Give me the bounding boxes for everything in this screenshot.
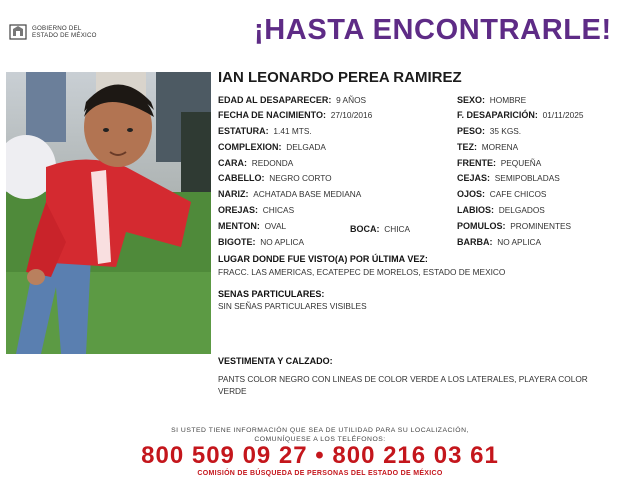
phone-numbers bbox=[0, 442, 640, 470]
missing-person-photo bbox=[6, 72, 211, 354]
logo-line1: GOBIERNO DEL bbox=[32, 25, 82, 32]
logo-line2: ESTADO DE MÉXICO bbox=[32, 32, 97, 39]
field-pomulos: POMULOS: PROMINENTES bbox=[457, 221, 572, 231]
vestimenta-title: VESTIMENTA Y CALZADO: bbox=[218, 356, 333, 366]
field-bigote: BIGOTE: NO APLICA bbox=[218, 237, 305, 247]
field-labios: LABIOS: DELGADOS bbox=[457, 205, 545, 215]
field-barba: BARBA: NO APLICA bbox=[457, 237, 542, 247]
field-nariz: NARIZ: ACHATADA BASE MEDIANA bbox=[218, 189, 362, 199]
field-menton: MENTON: OVAL bbox=[218, 221, 287, 231]
field-sexo: SEXO: HOMBRE bbox=[457, 95, 527, 105]
field-frente: FRENTE: PEQUEÑA bbox=[457, 158, 542, 168]
field-complexion: COMPLEXION: DELGADA bbox=[218, 142, 326, 152]
coat-of-arms-icon bbox=[8, 22, 28, 42]
lugar-title: LUGAR DONDE FUE VISTO(A) POR ÚLTIMA VEZ: bbox=[218, 254, 428, 264]
senas-title: SENAS PARTICULARES: bbox=[218, 289, 325, 299]
field-peso: PESO: 35 KGS. bbox=[457, 126, 522, 136]
phone-separator: • bbox=[315, 442, 325, 469]
senas-text: SIN SEÑAS PARTICULARES VISIBLES bbox=[218, 301, 367, 311]
field-orejas: OREJAS: CHICAS bbox=[218, 205, 295, 215]
person-name: IAN LEONARDO PEREA RAMIREZ bbox=[218, 69, 462, 86]
vestimenta-text: PANTS COLOR NEGRO CON LINEAS DE COLOR VERDE A LOS LATERALES, PLAYERA COLOR VERDE bbox=[218, 374, 588, 396]
lugar-text: FRACC. LAS AMERICAS, ECATEPEC DE MORELOS, ESTADO DE MEXICO bbox=[218, 267, 506, 277]
field-nacimiento: FECHA DE NACIMIENTO: 27/10/2016 bbox=[218, 110, 373, 120]
agency-name: COMISIÓN DE BÚSQUEDA DE PERSONAS DEL ESTADO DE MÉXICO bbox=[197, 470, 443, 477]
phone-2: 800 216 03 61 bbox=[332, 442, 499, 469]
field-cara: CARA: REDONDA bbox=[218, 158, 294, 168]
contact-note-line2: COMUNÍQUESE A LOS TELÉFONOS: bbox=[254, 436, 386, 443]
field-estatura: ESTATURA: 1.41 MTS. bbox=[218, 126, 312, 136]
field-cabello: CABELLO: NEGRO CORTO bbox=[218, 173, 332, 183]
field-tez: TEZ: MORENA bbox=[457, 142, 519, 152]
field-ojos: OJOS: CAFE CHICOS bbox=[457, 189, 547, 199]
government-logo bbox=[8, 22, 97, 42]
phone-1: 800 509 09 27 bbox=[141, 442, 308, 469]
field-edad: EDAD AL DESAPARECER: 9 AÑOS bbox=[218, 95, 367, 105]
field-desaparicion: F. DESAPARICIÓN: 01/11/2025 bbox=[457, 110, 584, 120]
headline: ¡HASTA ENCONTRARLE! bbox=[254, 14, 612, 46]
field-boca: BOCA: CHICA bbox=[350, 224, 411, 234]
contact-note-line1: SI USTED TIENE INFORMACIÓN QUE SEA DE UTILIDAD PARA SU LOCALIZACIÓN, bbox=[171, 427, 469, 434]
field-cejas: CEJAS: SEMIPOBLADAS bbox=[457, 173, 560, 183]
